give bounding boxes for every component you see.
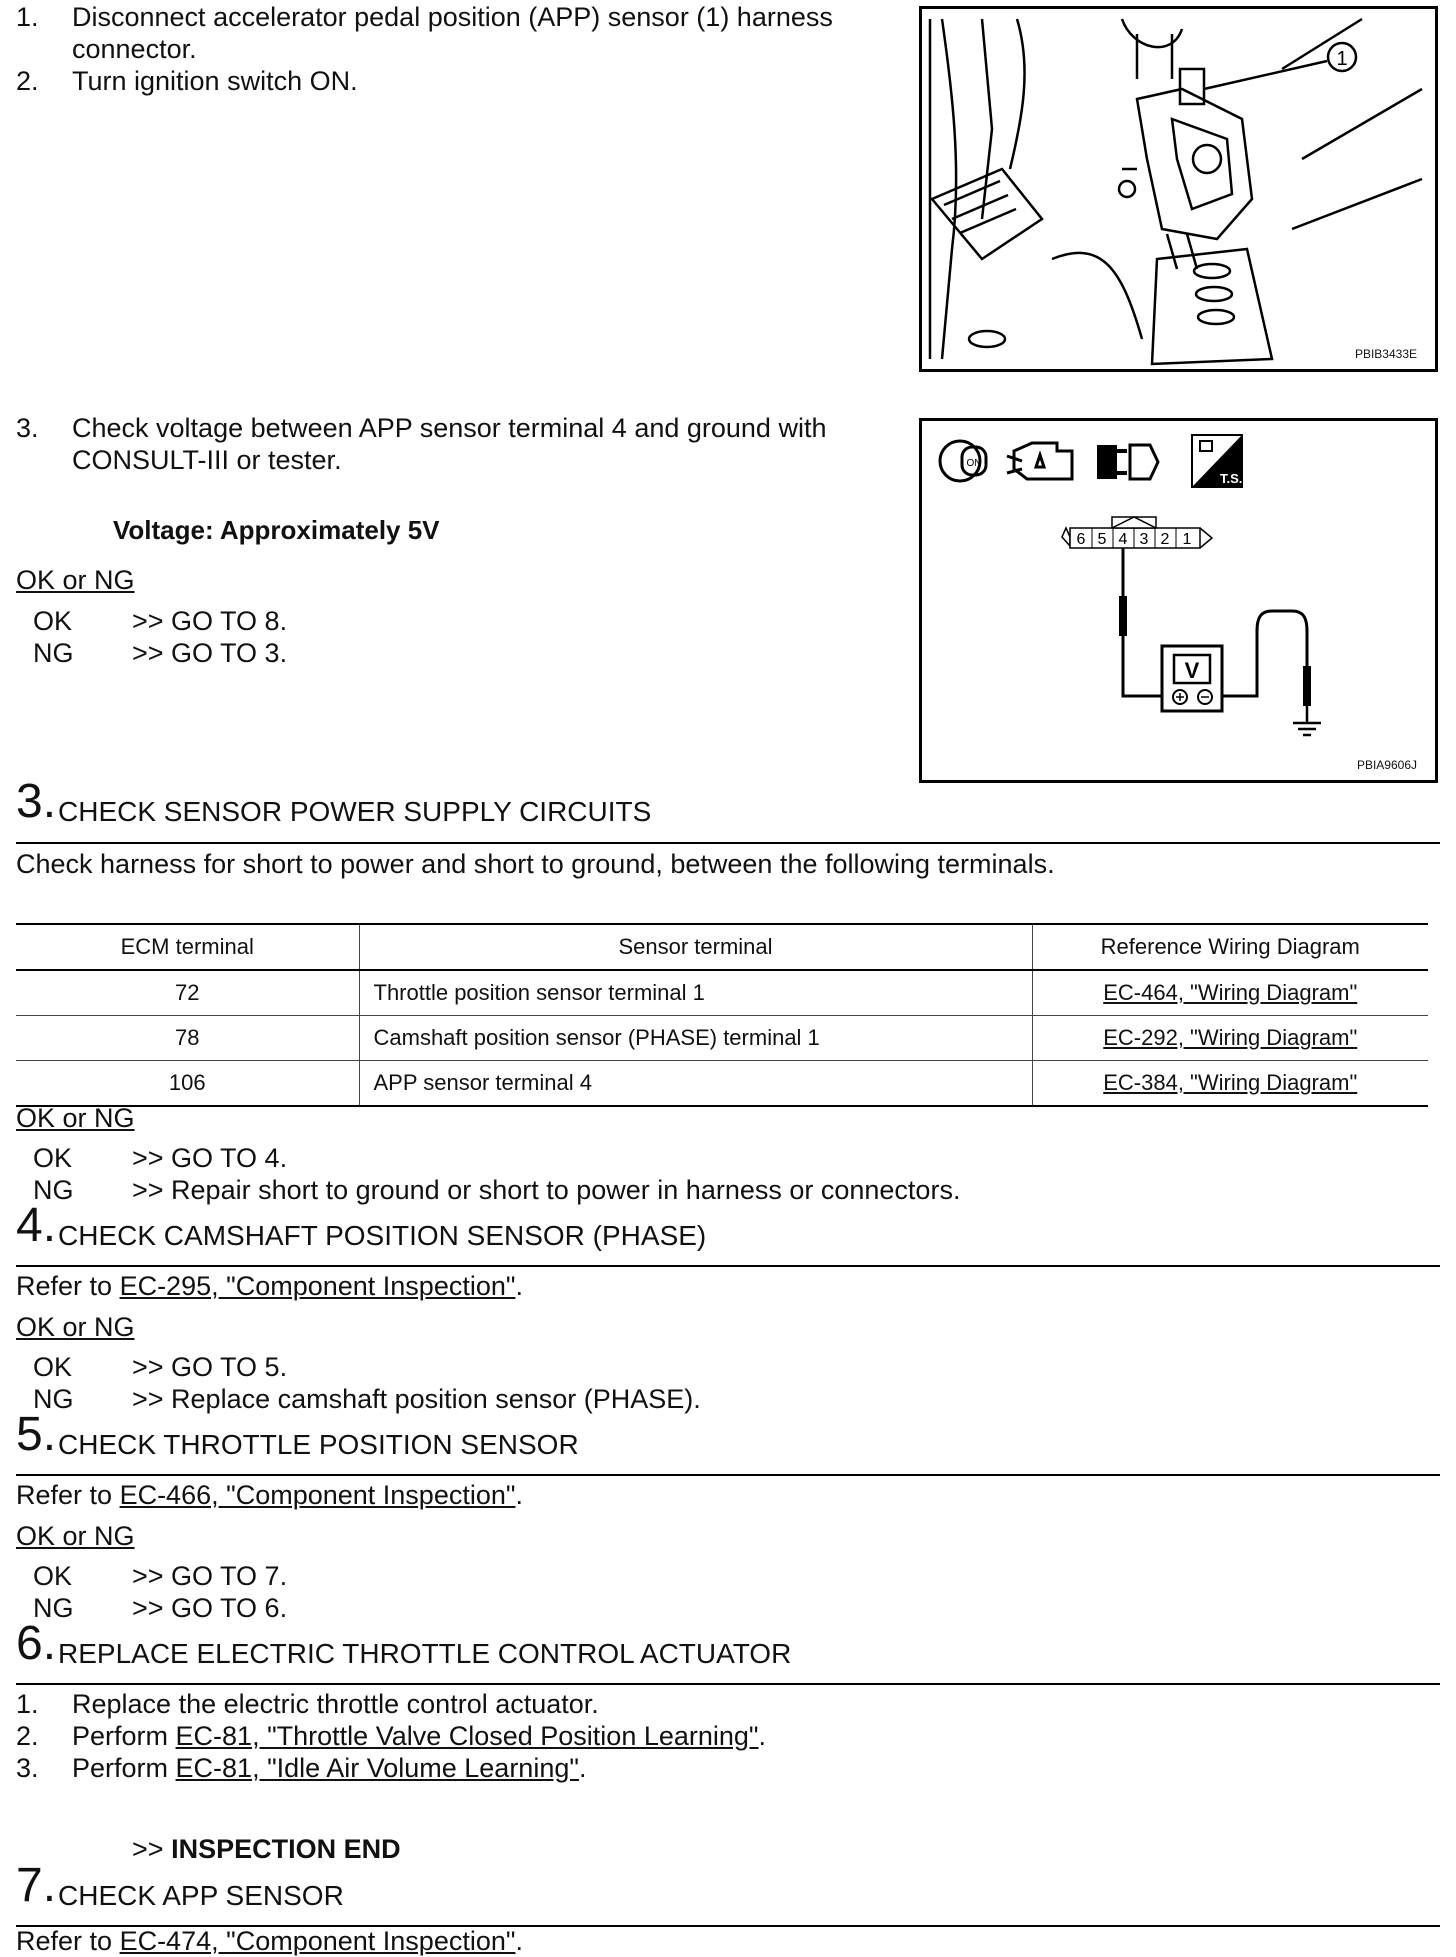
inspection-end bbox=[132, 1834, 401, 1865]
svg-text:2: 2 bbox=[1160, 531, 1170, 548]
ng-result: >> Replace camshaft position sensor (PHASE). bbox=[132, 1384, 701, 1414]
intro-step-1-text-cont: connector. bbox=[72, 34, 197, 64]
connector-icon bbox=[1097, 445, 1158, 479]
period: . bbox=[578, 1753, 587, 1783]
voltmeter-diagram bbox=[922, 421, 1435, 780]
terminal-table bbox=[16, 923, 1428, 1107]
ecm-terminal-cell: 78 bbox=[16, 1016, 359, 1061]
table-row bbox=[16, 1061, 1428, 1107]
perform-text: Perform bbox=[72, 1753, 169, 1783]
figure-code: PBIB3433E bbox=[1354, 347, 1417, 361]
period: . bbox=[515, 1480, 523, 1510]
ng-label: NG bbox=[33, 1593, 74, 1623]
inspection-end-label: INSPECTION END bbox=[171, 1834, 401, 1864]
period: . bbox=[758, 1721, 767, 1751]
idle-air-learning-link[interactable]: EC-81, "Idle Air Volume Learning" bbox=[175, 1753, 579, 1783]
refer-text: Refer to bbox=[16, 1480, 113, 1510]
voltage-check-figure bbox=[919, 418, 1438, 783]
step-4-number: 4. bbox=[16, 1199, 57, 1252]
step-6-item-1-text: Replace the electric throttle control actuator. bbox=[72, 1689, 599, 1719]
ok-ng-label: OK or NG bbox=[16, 1312, 135, 1342]
ok-label: OK bbox=[33, 606, 73, 636]
intro-step-2-text: Turn ignition switch ON. bbox=[72, 66, 358, 96]
svg-text:ON: ON bbox=[966, 458, 982, 469]
ok-result: >> GO TO 4. bbox=[132, 1143, 288, 1173]
figure-code: PBIA9606J bbox=[1356, 758, 1417, 772]
step-5-title: CHECK THROTTLE POSITION SENSOR bbox=[58, 1429, 579, 1460]
ok-result: >> GO TO 7. bbox=[132, 1561, 288, 1591]
step-3-divider bbox=[16, 842, 1440, 844]
header-ecm-terminal: ECM terminal bbox=[16, 924, 359, 970]
step-6-item-3 bbox=[72, 1753, 586, 1784]
period: . bbox=[515, 1926, 523, 1956]
ok-ng-label: OK or NG bbox=[16, 1103, 135, 1133]
ok-ng-label: OK or NG bbox=[16, 565, 135, 595]
step-6-title: REPLACE ELECTRIC THROTTLE CONTROL ACTUATOR bbox=[58, 1638, 792, 1669]
intro-step-1-num: 1. bbox=[16, 2, 39, 32]
svg-text:4: 4 bbox=[1118, 531, 1128, 548]
pedal-sensor-figure bbox=[919, 6, 1438, 372]
wiring-diagram-link[interactable]: EC-384, "Wiring Diagram" bbox=[1103, 1070, 1358, 1095]
intro-step-3-text: Check voltage between APP sensor terminal 4 and ground with bbox=[72, 413, 827, 443]
svg-text:6: 6 bbox=[1076, 531, 1086, 548]
step-5-refer bbox=[16, 1480, 523, 1511]
ng-label: NG bbox=[33, 1175, 74, 1205]
positive-probe bbox=[1119, 596, 1127, 636]
component-inspection-link[interactable]: EC-466, "Component Inspection" bbox=[119, 1480, 516, 1510]
ok-result: >> GO TO 8. bbox=[132, 606, 288, 636]
intro-step-2-num: 2. bbox=[16, 66, 39, 96]
refer-text: Refer to bbox=[16, 1271, 113, 1301]
table-row bbox=[16, 970, 1428, 1016]
ecm-terminal-cell: 72 bbox=[16, 970, 359, 1016]
step-6-item-3-num: 3. bbox=[16, 1753, 39, 1783]
step-5-number: 5. bbox=[16, 1408, 57, 1461]
header-sensor-terminal: Sensor terminal bbox=[359, 924, 1032, 970]
step-7-title: CHECK APP SENSOR bbox=[58, 1880, 344, 1911]
component-inspection-link[interactable]: EC-474, "Component Inspection" bbox=[119, 1926, 516, 1956]
step-4-refer bbox=[16, 1271, 523, 1302]
step-7-number: 7. bbox=[16, 1859, 57, 1912]
svg-text:5: 5 bbox=[1097, 531, 1107, 548]
end-prefix: >> bbox=[132, 1834, 164, 1864]
connector-terminals bbox=[1062, 517, 1212, 548]
voltmeter bbox=[1162, 646, 1222, 711]
ground-symbol bbox=[1293, 706, 1321, 735]
sensor-terminal-cell: Camshaft position sensor (PHASE) terminal 1 bbox=[359, 1016, 1032, 1061]
intro-step-1-text: Disconnect accelerator pedal position (APP) sensor (1) harness bbox=[72, 2, 833, 32]
intro-step-3-num: 3. bbox=[16, 413, 39, 443]
step-6-divider bbox=[16, 1683, 1440, 1685]
engine-icon bbox=[1007, 443, 1072, 479]
svg-text:V: V bbox=[1184, 658, 1200, 683]
step-6-item-2-num: 2. bbox=[16, 1721, 39, 1751]
ok-ng-label: OK or NG bbox=[16, 1521, 135, 1551]
header-reference: Reference Wiring Diagram bbox=[1032, 924, 1428, 970]
period: . bbox=[515, 1271, 523, 1301]
ok-label: OK bbox=[33, 1143, 73, 1173]
ng-result: >> Repair short to ground or short to power in harness or connectors. bbox=[132, 1175, 961, 1205]
wiring-diagram-link[interactable]: EC-464, "Wiring Diagram" bbox=[1103, 980, 1358, 1005]
step-6-number: 6. bbox=[16, 1617, 57, 1670]
ok-label: OK bbox=[33, 1561, 73, 1591]
tester-icon bbox=[1192, 435, 1242, 487]
intro-step-3-text-cont: CONSULT-III or tester. bbox=[72, 445, 342, 475]
step-4-divider bbox=[16, 1265, 1440, 1267]
step-3-instruction: Check harness for short to power and short to ground, between the following terminals. bbox=[16, 849, 1055, 879]
component-inspection-link[interactable]: EC-295, "Component Inspection" bbox=[119, 1271, 516, 1301]
ignition-on-icon bbox=[940, 441, 986, 481]
ok-result: >> GO TO 5. bbox=[132, 1352, 288, 1382]
ng-label: NG bbox=[33, 638, 74, 668]
sensor-terminal-cell: APP sensor terminal 4 bbox=[359, 1061, 1032, 1107]
svg-text:T.S.: T.S. bbox=[1220, 471, 1243, 486]
wiring-diagram-link[interactable]: EC-292, "Wiring Diagram" bbox=[1103, 1025, 1358, 1050]
step-3-title: CHECK SENSOR POWER SUPPLY CIRCUITS bbox=[58, 796, 652, 827]
voltage-spec: Voltage: Approximately 5V bbox=[113, 515, 440, 545]
ok-label: OK bbox=[33, 1352, 73, 1382]
ecm-terminal-cell: 106 bbox=[16, 1061, 359, 1107]
step-3-number: 3. bbox=[16, 775, 57, 828]
throttle-learning-link[interactable]: EC-81, "Throttle Valve Closed Position Learning" bbox=[175, 1721, 759, 1751]
ng-result: >> GO TO 3. bbox=[132, 638, 288, 668]
refer-text: Refer to bbox=[16, 1926, 113, 1956]
pedal-illustration bbox=[922, 9, 1435, 369]
svg-text:1: 1 bbox=[1182, 531, 1192, 548]
callout-number: 1 bbox=[1336, 48, 1348, 70]
svg-text:3: 3 bbox=[1139, 531, 1149, 548]
perform-text: Perform bbox=[72, 1721, 169, 1751]
negative-probe bbox=[1303, 666, 1311, 706]
step-5-divider bbox=[16, 1474, 1440, 1476]
table-row bbox=[16, 1016, 1428, 1061]
step-4-title: CHECK CAMSHAFT POSITION SENSOR (PHASE) bbox=[58, 1220, 707, 1251]
terminal-table-header bbox=[16, 924, 1428, 970]
ng-result: >> GO TO 6. bbox=[132, 1593, 288, 1623]
step-6-item-2 bbox=[72, 1721, 766, 1752]
step-6-item-1-num: 1. bbox=[16, 1689, 39, 1719]
sensor-terminal-cell: Throttle position sensor terminal 1 bbox=[359, 970, 1032, 1016]
step-7-refer bbox=[16, 1926, 523, 1957]
ng-label: NG bbox=[33, 1384, 74, 1414]
